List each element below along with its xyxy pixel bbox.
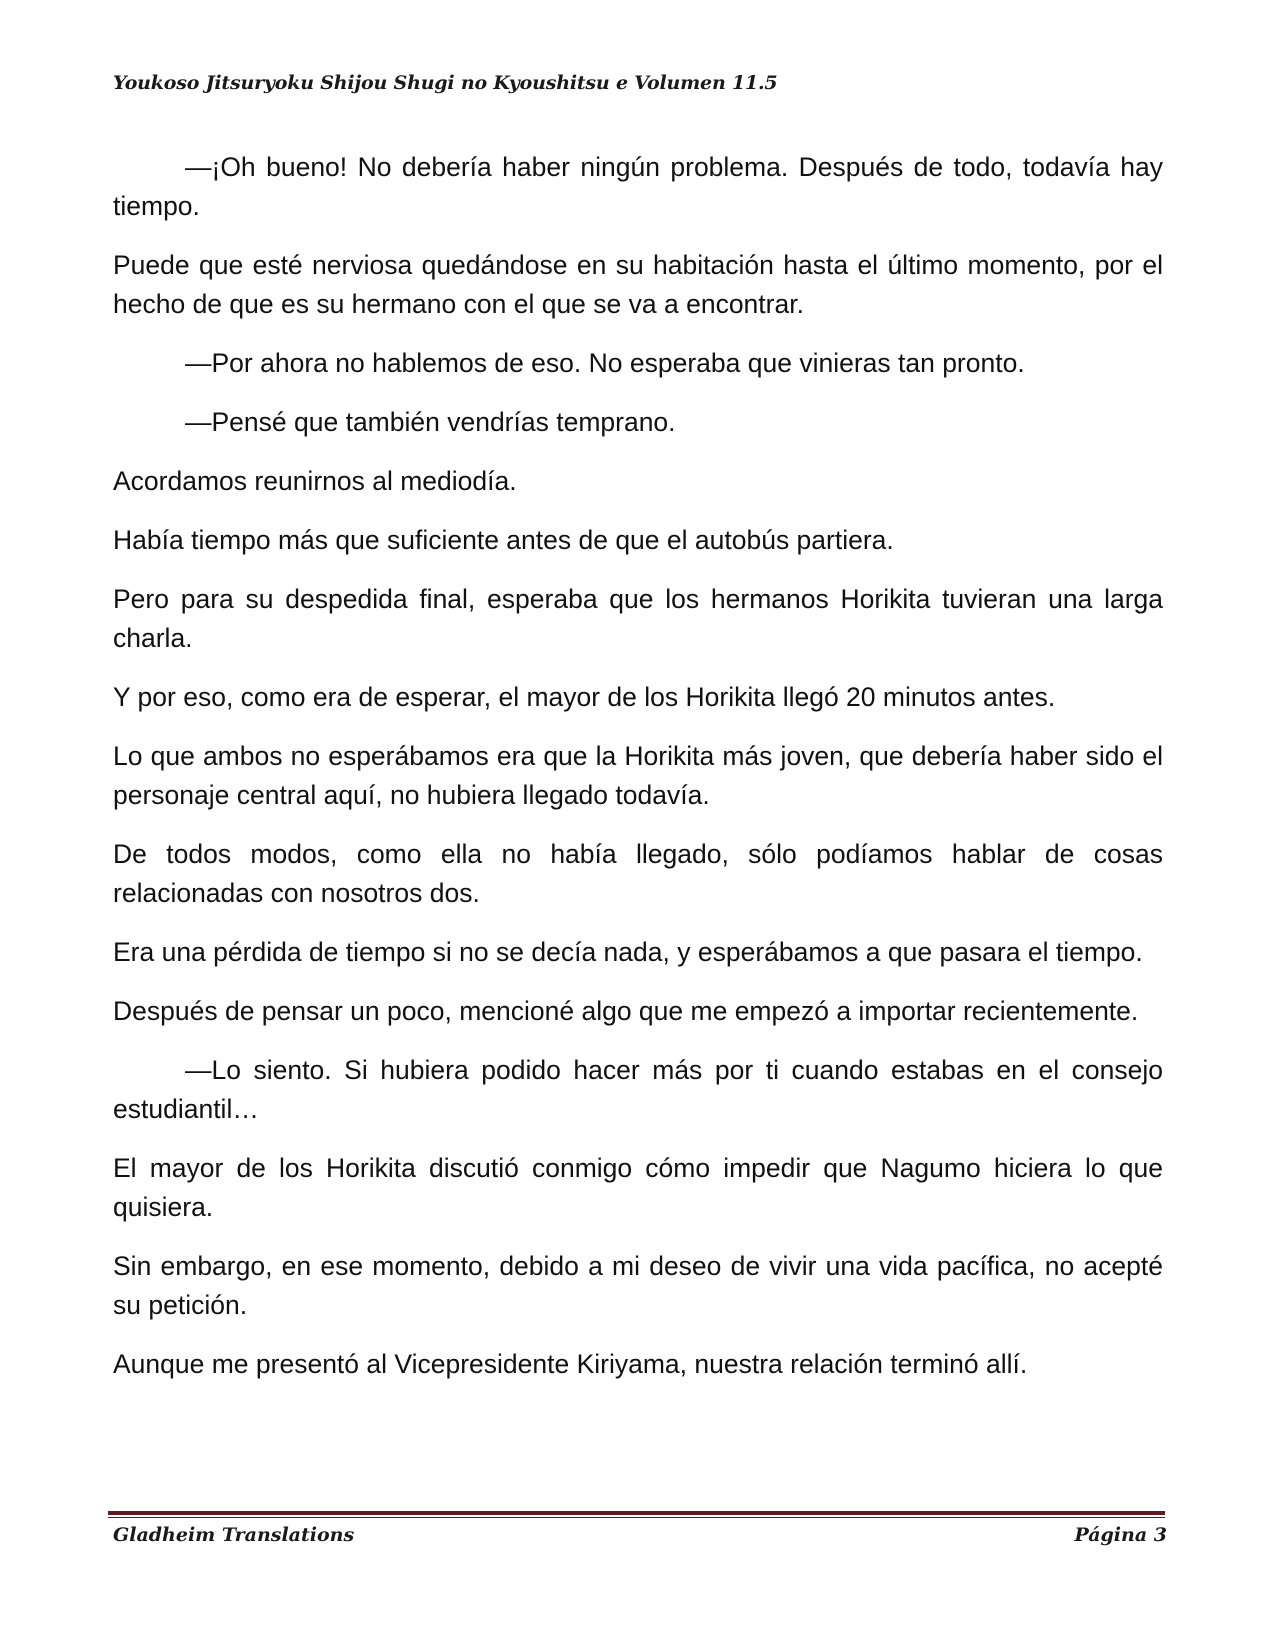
paragraph: Después de pensar un poco, mencioné algo que me empezó a importar recientemente. — [113, 996, 1139, 1026]
paragraph: —¡Oh bueno! No debería haber ningún problema. Después de todo, todavía hay tiempo. — [113, 152, 1163, 221]
paragraph: El mayor de los Horikita discutió conmigo cómo impedir que Nagumo hiciera lo que quisiera. — [113, 1153, 1163, 1222]
paragraph: —Pensé que también vendrías temprano. — [185, 407, 676, 437]
page-number: Página 3 — [1074, 1524, 1167, 1546]
paragraph: Puede que esté nerviosa quedándose en su habitación hasta el último momento, por el hecho de que es su hermano con el que se va a encontrar. — [113, 250, 1163, 319]
paragraph: De todos modos, como ella no había llegado, sólo podíamos hablar de cosas relacionadas con nosotros dos. — [113, 839, 1163, 908]
paragraph: Aunque me presentó al Vicepresidente Kiriyama, nuestra relación terminó allí. — [113, 1349, 1028, 1379]
paragraph: Acordamos reunirnos al mediodía. — [113, 466, 517, 496]
paragraph: Había tiempo más que suficiente antes de que el autobús partiera. — [113, 525, 894, 555]
header-title: Youkoso Jitsuryoku Shijou Shugi no Kyoushitsu e Volumen 11.5 — [113, 72, 778, 94]
paragraph: —Lo siento. Si hubiera podido hacer más por ti cuando estabas en el consejo estudiantil… — [113, 1055, 1163, 1124]
footer-credit: Gladheim Translations — [113, 1524, 355, 1546]
body-text — [113, 148, 1163, 1404]
footer-divider-thin — [108, 1517, 1165, 1518]
footer-divider — [108, 1511, 1165, 1515]
paragraph: Era una pérdida de tiempo si no se decía nada, y esperábamos a que pasara el tiempo. — [113, 937, 1143, 967]
paragraph: Lo que ambos no esperábamos era que la Horikita más joven, que debería haber sido el personaje central aquí, no hubiera llegado todavía. — [113, 741, 1163, 810]
paragraph: —Por ahora no hablemos de eso. No esperaba que vinieras tan pronto. — [185, 348, 1025, 378]
paragraph: Sin embargo, en ese momento, debido a mi deseo de vivir una vida pacífica, no acepté su petición. — [113, 1251, 1163, 1320]
paragraph: Y por eso, como era de esperar, el mayor de los Horikita llegó 20 minutos antes. — [113, 682, 1056, 712]
paragraph: Pero para su despedida final, esperaba que los hermanos Horikita tuvieran una larga charla. — [113, 584, 1163, 653]
